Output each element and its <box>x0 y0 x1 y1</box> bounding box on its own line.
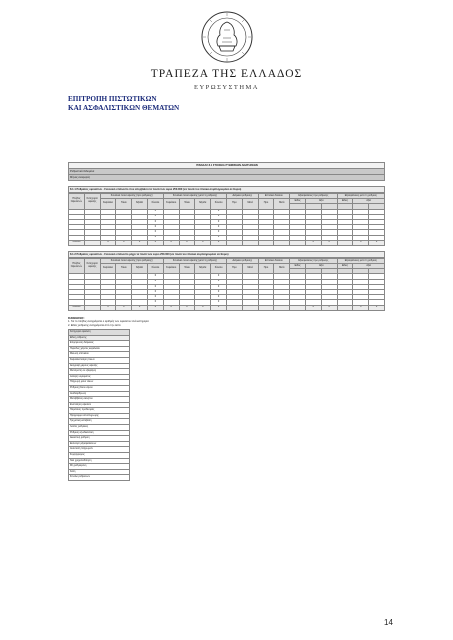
sub-exp-2: Έξοδα <box>195 199 211 209</box>
grp-rate-s2: Επιτόκιο δανείου <box>258 258 290 263</box>
sub-kind-2: Είδος <box>337 199 353 204</box>
table-row: 0 0 <box>69 300 385 305</box>
sheet-title: ΠΙΝΑΚΑΣ 8.1 ΣΤΟΙΧΕΙΑ ΡΥΘΜΙΣΕΩΝ ΑΝΑΤΗΣΕΩΝ <box>68 162 385 169</box>
section-2-body <box>69 274 385 310</box>
list-item: Διαγραφή μέρους οφειλής <box>68 364 130 370</box>
list-item: Μείωση επιτοκίου <box>68 352 130 358</box>
col-debtors-2: Πλήθος Οφειλέτων <box>69 258 85 274</box>
bank-name: ΤΡΑΠΕΖΑ ΤΗΣ ΕΛΛΑΔΟΣ <box>150 68 303 80</box>
grp-balance: Συνολικό ποσό οφειλής (προ ρύθμισης) <box>100 194 163 199</box>
sub-value-2: Αξία <box>353 199 385 204</box>
list-item: Ενοποίηση οφειλών <box>68 403 130 409</box>
list-item: Νέα χρηματοδότηση <box>68 459 130 465</box>
total-row: Σύνολο 0 0 0 0 0 0 0 0 0 0 0 0 <box>69 240 385 245</box>
col-category: Κατηγορία οφειλής <box>84 194 100 210</box>
table-row: 0 0 <box>69 209 385 214</box>
list-item: Μεταβίβαση ακινήτου <box>68 397 130 403</box>
notes <box>68 317 385 327</box>
grp-guarantee-s2: Εξασφαλίσεις προ ρύθμισης <box>290 258 337 263</box>
grp-balance-s2: Συνολικό ποσό οφειλής (προ ρύθμισης) <box>100 258 163 263</box>
list-item: Ρύθμιση εξωδικαστική <box>68 431 130 437</box>
section-1-title: 8.1.1 Ρυθμίσεις οφειλέτων - Συνολικό υπόλοιπο που υπερβαίνει τα ποσά των ευρώ 250.000 (σε ποσά του πίνακα συμπληρωμένα σε Ευρώ) <box>68 186 385 193</box>
committee-line-2: ΚΑΙ ΑΣΦΑΛΙΣΤΙΚΩΝ ΘΕΜΑΤΩΝ <box>68 103 180 112</box>
list-header: Κατηγορία οφειλέτη <box>68 329 130 336</box>
sub-value: Αξία <box>305 199 337 204</box>
category-list <box>68 329 130 481</box>
list-item: Επιμήκυνση διάρκειας <box>68 341 130 347</box>
section-1-body <box>69 209 385 245</box>
sub-pre: Προ <box>226 199 242 209</box>
section-2-title: 8.1.2 Ρυθμίσεις οφειλέτων - Συνολικό υπόλοιπο μέχρι τα ποσά των ευρώ 250.000 (σε ποσά του πίνακα συμπληρωμένα σε Ευρώ) <box>68 251 385 258</box>
grp-duration-s2: Διάρκεια ρύθμισης <box>226 258 258 263</box>
bank-seal-logo <box>200 10 254 64</box>
spreadsheet-table <box>68 162 385 481</box>
col-debtors: Πλήθος Οφειλέτων <box>69 194 85 210</box>
grp-guarantee-after: Εξασφαλίσεις μετά τη ρύθμιση <box>337 194 384 199</box>
list-subheader: Είδος ρύθμισης <box>68 336 130 342</box>
table-row: 0 0 <box>69 284 385 289</box>
list-item: Παράταση προθεσμίας <box>68 408 130 414</box>
sub-cap: Κεφάλαιο <box>100 199 116 209</box>
section-2-grid: Πλήθος Οφειλέτων Κατηγορία οφειλής Συνολικό ποσό οφειλής (προ ρύθμισης) Συνολικό ποσό οφειλής (μετά τη ρύθμιση) Διάρκεια ρύθμισης Επιτόκιο δανείου Εξασφαλίσεις προ ρύθμισης Εξασφαλίσεις μετά τη ρύθμιση Κεφάλαιο Τόκοι Έξοδα Σύνολο Κεφάλαιο Τόκοι Έξοδα Σύνολο Προ Μετά Προ Μετά Είδος Αξία Είδος Αξία 0 0 0 0 0 0 0 0 0 0 0 0 Σύνολο 0 0 0 0 0 0 0 0 0 0 0 0 <box>68 258 385 311</box>
table-row: 0 0 <box>69 230 385 235</box>
table-row: 0 0 <box>69 274 385 279</box>
table-row: 0 0 <box>69 290 385 295</box>
list-item: Αναστολή πληρωμών <box>68 447 130 453</box>
grp-guarantee-after-s2: Εξασφαλίσεις μετά τη ρύθμιση <box>337 258 384 263</box>
list-item: Εκποίηση εξασφαλίσεων <box>68 442 130 448</box>
table-row: 0 0 <box>69 219 385 224</box>
sub-exp: Έξοδα <box>132 199 148 209</box>
sub-total: Σύνολο <box>147 199 163 209</box>
notes-heading: ΣΗΜΕΙΩΣΕΙΣ: <box>68 316 85 320</box>
note-2: 2. Είδος ρύθμισης αναγράφεται από την λίστα <box>68 323 121 327</box>
sheet-row-data: Ρυθμιστικά δεδομένα <box>68 169 385 175</box>
section-1-grid <box>68 193 385 246</box>
list-item: Λοιπές ρυθμίσεις <box>68 425 130 431</box>
grp-duration: Διάρκεια ρύθμισης <box>226 194 258 199</box>
committee-heading <box>68 95 179 112</box>
sub-kind: Είδος <box>290 199 306 204</box>
grp-rate: Επιτόκιο δανείου <box>258 194 290 199</box>
list-item: Κεφαλαιοποίηση τόκων <box>68 358 130 364</box>
table-row: 0 0 <box>69 279 385 284</box>
table-row: 0 0 <box>69 295 385 300</box>
committee-line-1: ΕΠΙΤΡΟΠΗ ΠΙΣΤΩΤΙΚΩΝ <box>68 95 157 103</box>
list-item: Περίοδος χάριτος κεφαλαίου <box>68 347 130 353</box>
list-item: Μη ρυθμισμένη <box>68 464 130 470</box>
list-item: Πληρωμή μόνο τόκων <box>68 380 130 386</box>
list-item: Μετατροπή σε εξόφληση <box>68 369 130 375</box>
list-item: Δικαστική ρύθμιση <box>68 436 130 442</box>
list-item: Ρύθμιση βάσει νόμου <box>68 386 130 392</box>
list-item: Συμψηφισμός <box>68 453 130 459</box>
table-row: 0 0 <box>69 225 385 230</box>
list-item: Άλλη <box>68 470 130 476</box>
note-1: 1. Για το πλήθος αναγράφεται ο αριθμός των οφειλετών ανά κατηγορία <box>68 320 149 324</box>
list-item: Αλλαγή νομίσματος <box>68 375 130 381</box>
sub-int-2: Τόκοι <box>179 199 195 209</box>
sheet-row-month: Μήνας αναφοράς <box>68 175 385 181</box>
grp-balance-after: Συνολικό ποσό οφειλής (μετά τη ρύθμιση) <box>163 194 226 199</box>
total-row: Σύνολο 0 0 0 0 0 0 0 0 0 0 0 0 <box>69 305 385 310</box>
grp-balance-after-s2: Συνολικό ποσό οφειλής (μετά τη ρύθμιση) <box>163 258 226 263</box>
list-item: Πρόγραμμα αποπληρωμής <box>68 414 130 420</box>
sub-pre-2: Προ <box>258 199 274 209</box>
grp-guarantee: Εξασφαλίσεις προ ρύθμισης <box>290 194 337 199</box>
table-row: 0 0 <box>69 214 385 219</box>
page-number: 14 <box>384 618 393 627</box>
list-item: Σύνολο ρυθμίσεων <box>68 475 130 481</box>
col-category-2: Κατηγορία οφειλής <box>84 258 100 274</box>
table-row: 0 0 <box>69 235 385 240</box>
list-item: Αναδιάρθρωση <box>68 392 130 398</box>
list-item: Τμηματική καταβολή <box>68 419 130 425</box>
sub-post-2: Μετά <box>274 199 290 209</box>
eurosystem-subtitle: ΕΥΡΩΣΥΣΤΗΜΑ <box>193 84 259 91</box>
sub-cap-2: Κεφάλαιο <box>163 199 179 209</box>
sub-int: Τόκοι <box>116 199 132 209</box>
sub-post: Μετά <box>242 199 258 209</box>
sub-total-2: Σύνολο <box>211 199 227 209</box>
